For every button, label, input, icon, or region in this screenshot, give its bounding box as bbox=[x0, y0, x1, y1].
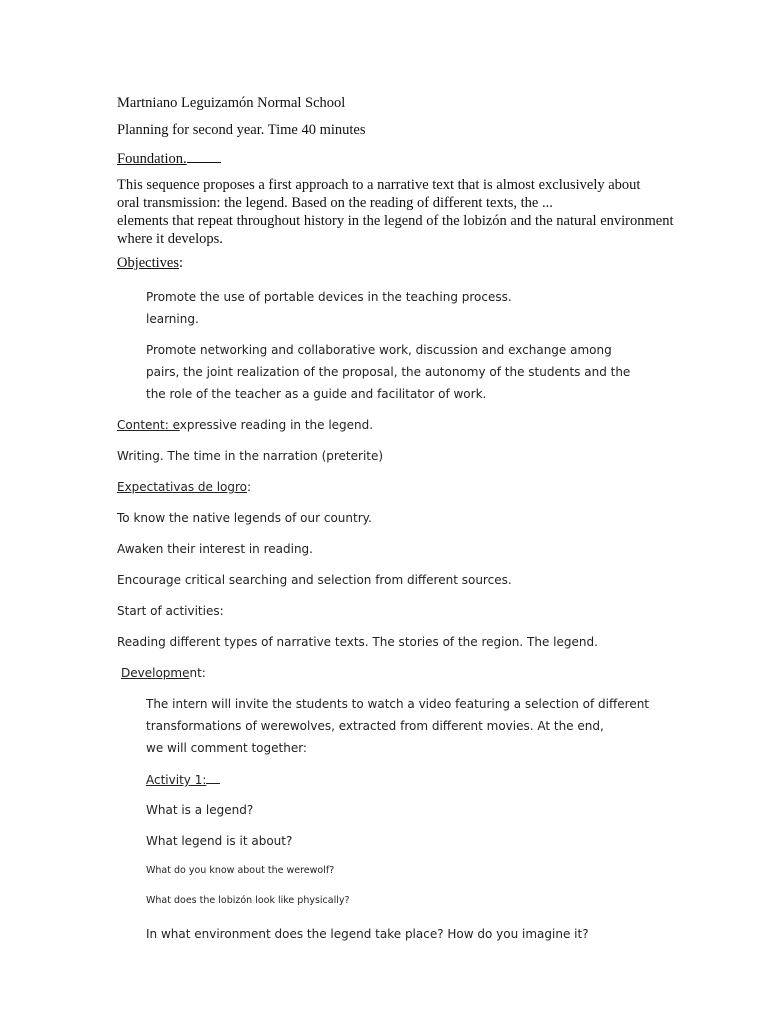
development-line-1: The intern will invite the students to watch a video featuring a selection of different bbox=[146, 697, 650, 711]
activity-question-3: What do you know about the werewolf? bbox=[146, 865, 335, 876]
activity-underline-blank bbox=[206, 773, 220, 784]
foundation-line-3: elements that repeat throughout history in the legend of the lobizón and the natural environment bbox=[117, 213, 674, 229]
content-line bbox=[117, 419, 373, 431]
foundation-line-2: oral transmission: the legend. Based on the reading of different texts, the ... bbox=[117, 195, 553, 211]
planning-title: Planning for second year. Time 40 minutes bbox=[117, 122, 366, 138]
foundation-underline-blank bbox=[187, 150, 221, 163]
foundation-line-1: This sequence proposes a first approach to a narrative text that is almost exclusively about bbox=[117, 177, 641, 193]
development-line-2: transformations of werewolves, extracted from different movies. At the end, bbox=[146, 719, 604, 733]
activity-question-2: What legend is it about? bbox=[146, 834, 293, 848]
objectives-heading bbox=[117, 256, 183, 271]
expectation-line-1: To know the native legends of our country. bbox=[117, 511, 372, 525]
objective-line-4: pairs, the joint realization of the proposal, the autonomy of the students and the bbox=[146, 365, 631, 379]
start-heading: Start of activities: bbox=[117, 604, 224, 618]
activity-heading bbox=[146, 773, 220, 786]
expectations-colon: : bbox=[247, 480, 252, 494]
objective-line-2: learning. bbox=[146, 312, 199, 326]
activity-heading-text: Activity 1: bbox=[146, 773, 207, 787]
foundation-heading-text: Foundation. bbox=[117, 151, 187, 167]
activity-question-4: What does the lobizón look like physically? bbox=[146, 895, 350, 906]
expectation-line-3: Encourage critical searching and selection from different sources. bbox=[117, 573, 512, 587]
activity-question-1: What is a legend? bbox=[146, 803, 254, 817]
start-text: Reading different types of narrative texts. The stories of the region. The legend. bbox=[117, 635, 598, 649]
foundation-heading bbox=[117, 150, 221, 167]
objectives-heading-text: Objectives bbox=[117, 255, 180, 271]
development-heading-rest: nt: bbox=[189, 666, 206, 680]
content-label: Content: e bbox=[117, 418, 180, 432]
activity-question-5: In what environment does the legend take place? How do you imagine it? bbox=[146, 927, 589, 941]
school-name: Martniano Leguizamón Normal School bbox=[117, 95, 346, 111]
objective-line-3: Promote networking and collaborative work, discussion and exchange among bbox=[146, 343, 612, 357]
expectations-heading-text: Expectativas de logro bbox=[117, 480, 248, 494]
development-heading bbox=[121, 667, 206, 679]
development-line-3: we will comment together: bbox=[146, 741, 307, 755]
expectations-heading bbox=[117, 481, 251, 493]
objective-line-1: Promote the use of portable devices in the teaching process. bbox=[146, 290, 512, 304]
objective-line-5: the role of the teacher as a guide and facilitator of work. bbox=[146, 387, 487, 401]
expectation-line-2: Awaken their interest in reading. bbox=[117, 542, 313, 556]
foundation-line-4: where it develops. bbox=[117, 231, 223, 247]
content-text: xpressive reading in the legend. bbox=[179, 418, 374, 432]
objectives-colon: : bbox=[179, 255, 184, 271]
writing-line: Writing. The time in the narration (preterite) bbox=[117, 449, 384, 463]
development-heading-underlined: Developme bbox=[121, 666, 190, 680]
